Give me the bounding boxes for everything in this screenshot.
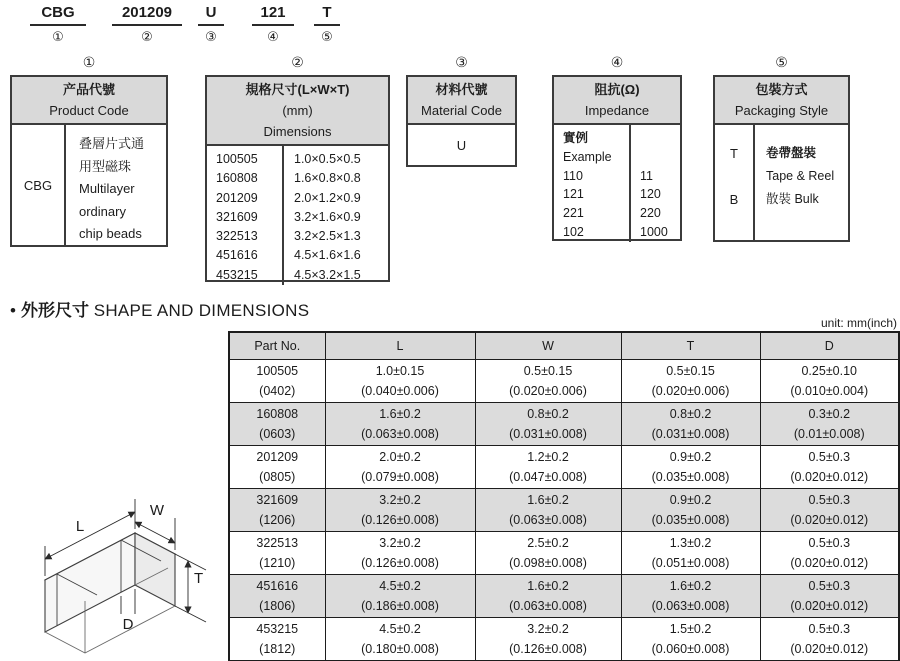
desc-line: chip beads bbox=[79, 226, 142, 241]
mm-value: 453215 bbox=[256, 622, 299, 636]
cell-t bbox=[621, 446, 760, 489]
box-title-en: Dimensions bbox=[263, 124, 332, 139]
box-header bbox=[408, 77, 515, 125]
cell-t bbox=[621, 360, 760, 403]
spacer bbox=[640, 129, 680, 167]
size-code: 160808 bbox=[216, 171, 258, 186]
cell-l bbox=[325, 532, 475, 575]
table-row bbox=[229, 618, 899, 661]
size-value: 4.5×3.2×1.5 bbox=[294, 267, 361, 282]
inch-value: (0.031±0.008) bbox=[651, 427, 730, 441]
box-header bbox=[12, 77, 166, 125]
circled-index-4: ④ bbox=[267, 29, 279, 44]
size-code: 451616 bbox=[216, 248, 258, 263]
size-value: 2.0×1.2×0.9 bbox=[294, 190, 361, 205]
size-value: 1.6×0.8×0.8 bbox=[294, 171, 361, 186]
box-title-zh: 阻抗(Ω) bbox=[594, 82, 640, 97]
packaging-label-en: Tape & Reel bbox=[766, 169, 835, 183]
box-header bbox=[554, 77, 680, 125]
box-body bbox=[554, 125, 680, 242]
inch-value: (0.051±0.008) bbox=[651, 556, 730, 570]
mm-value: 3.2±0.2 bbox=[379, 536, 421, 550]
product-description bbox=[66, 125, 166, 246]
size-value: 4.5×1.6×1.6 bbox=[294, 248, 361, 263]
box-body bbox=[207, 146, 388, 285]
size-code: 100505 bbox=[216, 152, 258, 166]
part-segment-material bbox=[198, 4, 224, 44]
cell-l bbox=[325, 403, 475, 446]
inch-value: (0.020±0.006) bbox=[651, 384, 730, 398]
example-label-en: Example bbox=[563, 149, 612, 164]
inch-value: (1210) bbox=[259, 556, 296, 570]
inch-value: (0.020±0.006) bbox=[509, 384, 587, 398]
cell-d bbox=[760, 360, 899, 403]
inch-value: (0.079±0.008) bbox=[361, 470, 439, 484]
table-row bbox=[229, 532, 899, 575]
cell-l bbox=[325, 618, 475, 661]
circled-index-2: ② bbox=[141, 29, 153, 44]
mm-value: 1.6±0.2 bbox=[379, 407, 421, 421]
cell-t bbox=[621, 575, 760, 618]
mm-value: 0.25±0.10 bbox=[801, 364, 858, 378]
inch-value: (0.063±0.008) bbox=[361, 427, 439, 441]
box-title-en: Packaging Style bbox=[734, 103, 829, 118]
inch-value: (0.040±0.006) bbox=[361, 384, 439, 398]
mm-value: 1.6±0.2 bbox=[527, 493, 569, 507]
size-value: 1.0×0.5×0.5 bbox=[294, 152, 361, 166]
inch-value: (0.060±0.008) bbox=[651, 642, 730, 656]
box-title-zh: 包裝方式 bbox=[755, 82, 808, 97]
legend-box-packaging bbox=[713, 54, 850, 242]
spacer bbox=[715, 165, 753, 188]
packaging-label-zh: 卷帶盤裝 bbox=[766, 146, 817, 160]
impedance-code: 102 bbox=[563, 224, 584, 239]
inch-value: (0.020±0.012) bbox=[790, 599, 869, 613]
size-value: 3.2×2.5×1.3 bbox=[294, 229, 361, 244]
inch-value: (0.180±0.008) bbox=[361, 642, 439, 656]
dim-label-l: L bbox=[75, 518, 85, 535]
inch-value: (1206) bbox=[259, 513, 296, 527]
inch-value: (0.098±0.008) bbox=[509, 556, 587, 570]
circled-5: ⑤ bbox=[775, 54, 788, 70]
impedance-value: 120 bbox=[640, 187, 661, 202]
size-code: 321609 bbox=[216, 209, 258, 224]
column-header-part-no: Part No. bbox=[229, 332, 325, 360]
size-value: 3.2×1.6×0.9 bbox=[294, 209, 361, 224]
cell-w bbox=[475, 360, 621, 403]
cell-w bbox=[475, 403, 621, 446]
cell-part-no bbox=[229, 360, 325, 403]
legend-box-material-code bbox=[406, 54, 517, 167]
cell-d bbox=[760, 403, 899, 446]
part-segment-impedance bbox=[252, 4, 294, 44]
cell-part-no bbox=[229, 489, 325, 532]
cell-t bbox=[621, 532, 760, 575]
mm-value: 1.6±0.2 bbox=[669, 579, 712, 593]
cell-t bbox=[621, 618, 760, 661]
inch-value: (0.020±0.012) bbox=[790, 642, 869, 656]
impedance-value: 1000 bbox=[640, 224, 668, 239]
box-title-en: Product Code bbox=[49, 103, 129, 118]
mm-value: 451616 bbox=[256, 579, 299, 593]
mm-value: 0.5±0.3 bbox=[808, 493, 851, 507]
inch-value: (0.126±0.008) bbox=[361, 556, 439, 570]
mm-value: 0.5±0.3 bbox=[808, 536, 851, 550]
mm-value: 0.8±0.2 bbox=[527, 407, 569, 421]
cell-d bbox=[760, 489, 899, 532]
mm-value: 322513 bbox=[256, 536, 299, 550]
cell-l bbox=[325, 360, 475, 403]
cell-part-no bbox=[229, 618, 325, 661]
cell-part-no bbox=[229, 446, 325, 489]
column-header-t: T bbox=[621, 332, 760, 360]
example-label-zh: 實例 bbox=[563, 131, 589, 145]
circled-3: ③ bbox=[455, 54, 468, 70]
unit-note: unit: mm(inch) bbox=[820, 316, 897, 330]
inch-value: (0805) bbox=[259, 470, 296, 484]
inch-value: (0.126±0.008) bbox=[361, 513, 439, 527]
part-segment-value: CBG bbox=[30, 4, 86, 26]
mm-value: 0.5±0.15 bbox=[523, 364, 573, 378]
mm-value: 3.2±0.2 bbox=[379, 493, 421, 507]
packaging-code-column bbox=[715, 125, 755, 240]
cell-part-no bbox=[229, 403, 325, 446]
dim-label-w: W bbox=[149, 502, 165, 519]
inch-value: (0.047±0.008) bbox=[509, 470, 587, 484]
inch-value: (1806) bbox=[259, 599, 296, 613]
size-code-column bbox=[207, 146, 284, 285]
mm-value: 1.0±0.15 bbox=[375, 364, 425, 378]
cell-w bbox=[475, 575, 621, 618]
circled-index-3: ③ bbox=[205, 29, 217, 44]
material-code-value: U bbox=[456, 137, 467, 153]
column-header-l: L bbox=[325, 332, 475, 360]
mm-value: 0.5±0.3 bbox=[808, 622, 851, 636]
dim-label-d: D bbox=[122, 616, 134, 633]
inch-value: (0603) bbox=[259, 427, 296, 441]
size-code: 322513 bbox=[216, 229, 258, 244]
mm-value: 4.5±0.2 bbox=[379, 622, 421, 636]
part-segment-value: T bbox=[314, 4, 340, 26]
circled-4: ④ bbox=[610, 54, 624, 70]
inch-value: (0.010±0.004) bbox=[790, 384, 869, 398]
column-header-d: D bbox=[760, 332, 899, 360]
mm-value: 160808 bbox=[256, 407, 299, 421]
inch-value: (0.063±0.008) bbox=[509, 599, 587, 613]
part-segment-value: 121 bbox=[252, 4, 294, 26]
inch-value: (0.126±0.008) bbox=[509, 642, 587, 656]
circled-index-5: ⑤ bbox=[321, 29, 333, 44]
desc-line: 用型磁珠 bbox=[79, 158, 132, 174]
cell-w bbox=[475, 618, 621, 661]
mm-value: 1.6±0.2 bbox=[527, 579, 569, 593]
product-code-value: CBG bbox=[12, 125, 66, 246]
legend-box-product-code bbox=[10, 54, 168, 247]
size-value-column bbox=[284, 146, 388, 285]
cell-w bbox=[475, 489, 621, 532]
box-title-en: Impedance bbox=[584, 103, 650, 118]
mm-value: 0.5±0.15 bbox=[666, 364, 715, 378]
mm-value: 0.9±0.2 bbox=[669, 493, 712, 507]
cell-w bbox=[475, 532, 621, 575]
box-body bbox=[715, 125, 848, 240]
cell-t bbox=[621, 489, 760, 532]
impedance-value-column bbox=[631, 125, 680, 242]
cell-t bbox=[621, 403, 760, 446]
impedance-value: 11 bbox=[640, 168, 653, 183]
inch-value: (0.020±0.012) bbox=[790, 513, 869, 527]
cell-d bbox=[760, 446, 899, 489]
mm-value: 0.3±0.2 bbox=[808, 407, 851, 421]
cell-l bbox=[325, 575, 475, 618]
inch-value: (0.01±0.008) bbox=[793, 427, 865, 441]
table-row bbox=[229, 446, 899, 489]
box-title-mm: (mm) bbox=[282, 103, 313, 118]
impedance-value: 220 bbox=[640, 206, 661, 221]
box-title-en: Material Code bbox=[421, 103, 502, 118]
column-header-w: W bbox=[475, 332, 621, 360]
box-title-zh: 材料代號 bbox=[435, 82, 488, 97]
part-segment-packaging bbox=[314, 4, 340, 44]
part-segment-value: U bbox=[198, 4, 224, 26]
cell-part-no bbox=[229, 575, 325, 618]
impedance-code-column bbox=[554, 125, 631, 242]
impedance-code: 110 bbox=[563, 168, 583, 183]
mm-value: 0.9±0.2 bbox=[669, 450, 712, 464]
inch-value: (0.031±0.008) bbox=[509, 427, 587, 441]
mm-value: 1.3±0.2 bbox=[669, 536, 712, 550]
circled-index-1: ① bbox=[52, 29, 64, 44]
inch-value: (0.063±0.008) bbox=[509, 513, 587, 527]
box-title-zh: 产品代號 bbox=[62, 82, 115, 97]
impedance-code: 221 bbox=[563, 206, 584, 221]
section-title-en: SHAPE AND DIMENSIONS bbox=[93, 301, 310, 320]
mm-value: 2.0±0.2 bbox=[379, 450, 421, 464]
inch-value: (0.186±0.008) bbox=[361, 599, 439, 613]
legend-box-impedance bbox=[552, 54, 682, 241]
packaging-code-t: T bbox=[730, 146, 738, 161]
inch-value: (0402) bbox=[259, 384, 296, 398]
box-header bbox=[715, 77, 848, 125]
mm-value: 4.5±0.2 bbox=[379, 579, 421, 593]
table-row bbox=[229, 575, 899, 618]
mm-value: 0.5±0.3 bbox=[808, 450, 851, 464]
inch-value: (0.063±0.008) bbox=[651, 599, 730, 613]
inch-value: (0.035±0.008) bbox=[651, 513, 730, 527]
bullet-icon: • bbox=[10, 301, 16, 320]
inch-value: (0.020±0.012) bbox=[790, 470, 869, 484]
dim-label-t: T bbox=[194, 570, 204, 587]
inch-value: (0.020±0.012) bbox=[790, 556, 869, 570]
desc-line: 叠層片式通 bbox=[79, 136, 145, 151]
box-header bbox=[207, 77, 388, 146]
section-title-zh: 外形尺寸 bbox=[20, 301, 89, 320]
packaging-label-column bbox=[755, 125, 848, 240]
part-segment-dimensions bbox=[112, 4, 182, 44]
table-row bbox=[229, 403, 899, 446]
part-segment-value: 201209 bbox=[112, 4, 182, 26]
mm-value: 3.2±0.2 bbox=[527, 622, 569, 636]
desc-line: Multilayer bbox=[79, 181, 135, 196]
circled-2: ② bbox=[291, 54, 304, 70]
box-title-zh: 規格尺寸(L×W×T) bbox=[245, 82, 350, 97]
cell-d bbox=[760, 618, 899, 661]
desc-line: ordinary bbox=[79, 203, 126, 219]
table-row bbox=[229, 489, 899, 532]
mm-value: 100505 bbox=[256, 364, 299, 378]
mm-value: 201209 bbox=[256, 450, 299, 464]
mm-value: 1.2±0.2 bbox=[527, 450, 569, 464]
cell-l bbox=[325, 446, 475, 489]
circled-1: ① bbox=[82, 54, 96, 70]
part-segment-product-code bbox=[30, 4, 86, 44]
table-header-row bbox=[229, 332, 899, 360]
mm-value: 0.5±0.3 bbox=[808, 579, 851, 593]
cell-part-no bbox=[229, 532, 325, 575]
size-code: 201209 bbox=[216, 190, 258, 205]
cell-l bbox=[325, 489, 475, 532]
section-title bbox=[10, 301, 309, 321]
box-body bbox=[12, 125, 166, 246]
mm-value: 1.5±0.2 bbox=[669, 622, 712, 636]
mm-value: 321609 bbox=[256, 493, 299, 507]
mm-value: 0.8±0.2 bbox=[669, 407, 712, 421]
packaging-code-b: B bbox=[729, 192, 739, 207]
cell-w bbox=[475, 446, 621, 489]
mm-value: 2.5±0.2 bbox=[527, 536, 569, 550]
packaging-label-bulk: 散裝 Bulk bbox=[766, 192, 819, 206]
prism-wireframe bbox=[45, 533, 175, 653]
cell-d bbox=[760, 532, 899, 575]
size-code: 453215 bbox=[216, 267, 258, 282]
table-row bbox=[229, 360, 899, 403]
legend-box-dimensions bbox=[205, 54, 390, 282]
impedance-code: 121 bbox=[563, 187, 584, 202]
inch-value: (1812) bbox=[259, 642, 296, 656]
cell-d bbox=[760, 575, 899, 618]
inch-value: (0.035±0.008) bbox=[651, 470, 730, 484]
shape-diagram bbox=[10, 480, 230, 660]
shape-dimensions-table bbox=[228, 331, 900, 661]
